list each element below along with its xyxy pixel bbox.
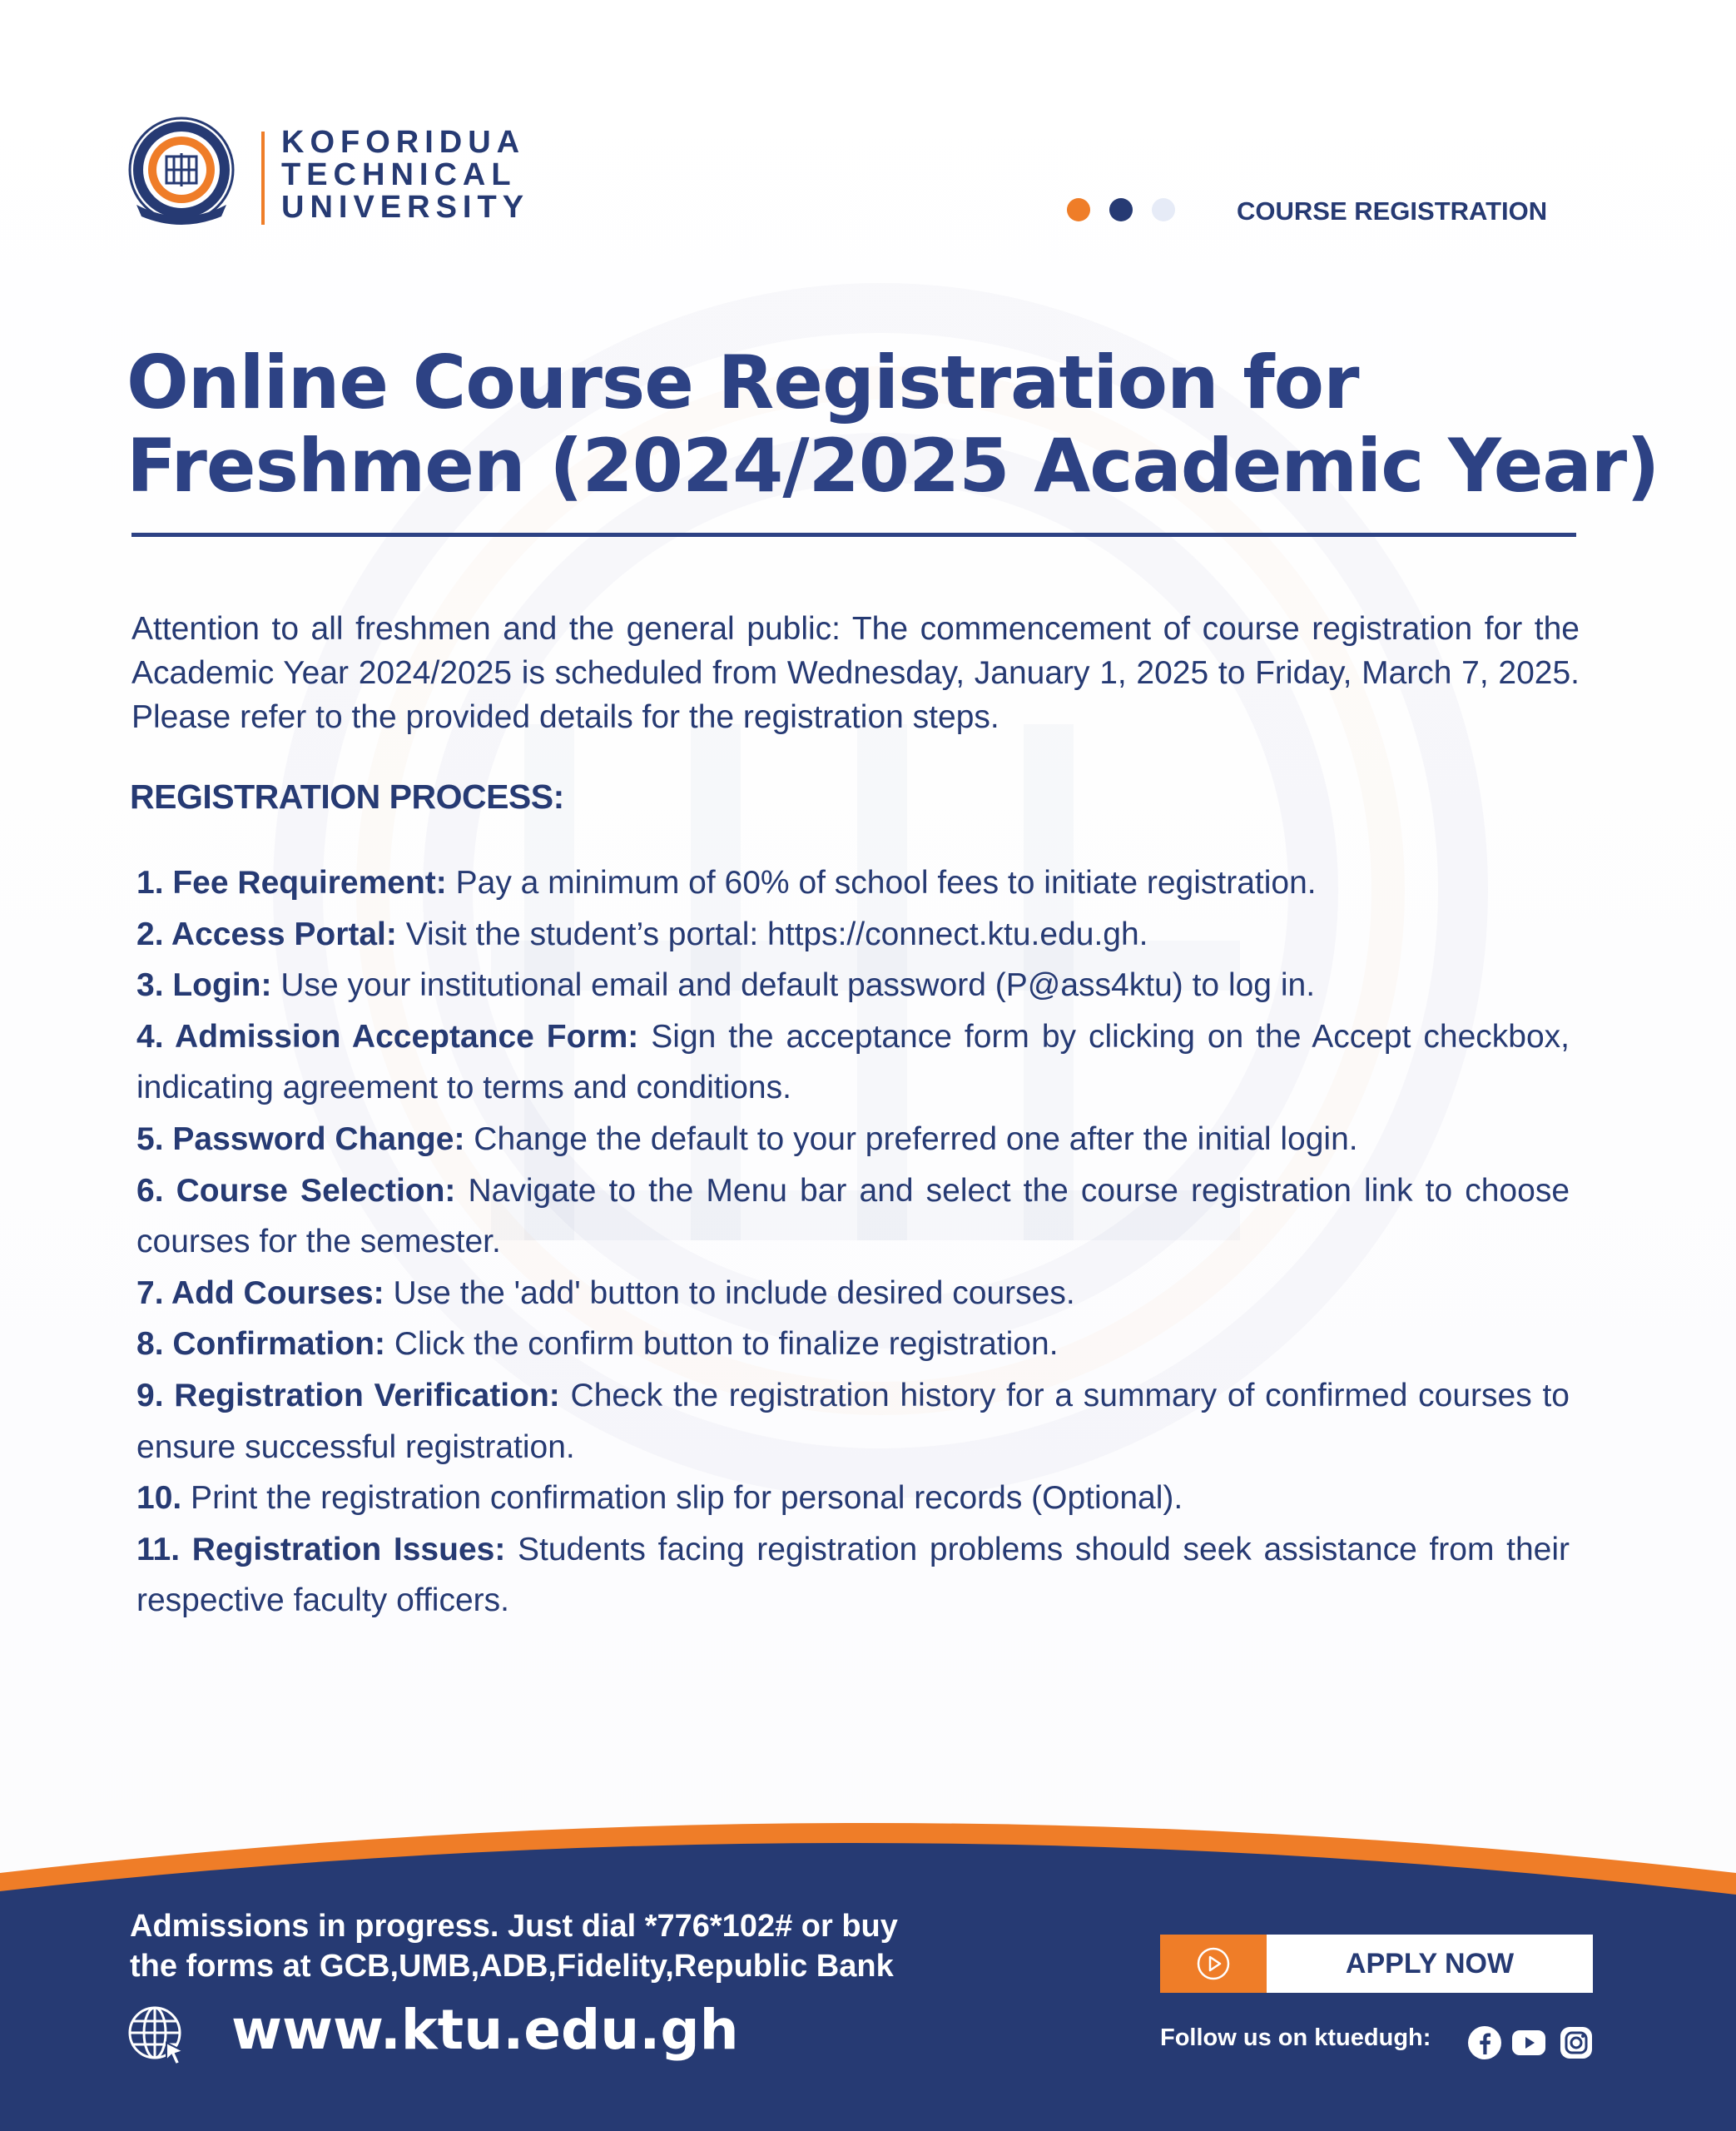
registration-steps-list: [136, 857, 1570, 1627]
registration-step: [136, 1319, 1570, 1370]
title-line-2: Freshmen (2024/2025 Academic Year): [126, 423, 1659, 509]
step-text: Use the 'add' button to include desired courses.: [384, 1274, 1075, 1311]
step-text: Change the default to your preferred one after the initial login.: [464, 1120, 1358, 1157]
step-label: 5. Password Change:: [136, 1120, 465, 1157]
step-text: Pay a minimum of 60% of school fees to initiate registration.: [446, 865, 1317, 901]
registration-step: [136, 1268, 1570, 1319]
registration-step: [136, 1370, 1570, 1473]
brand-line-3: UNIVERSITY: [281, 190, 530, 225]
registration-step: [136, 857, 1570, 909]
registration-step: [136, 1524, 1570, 1627]
registration-step: [136, 1114, 1570, 1165]
step-label: 1. Fee Requirement:: [136, 865, 447, 901]
admissions-notice: [130, 1906, 898, 1986]
registration-step: [136, 909, 1570, 961]
youtube-icon[interactable]: [1510, 2024, 1547, 2061]
apply-now-label: APPLY NOW: [1345, 1948, 1515, 1979]
facebook-icon[interactable]: [1466, 2024, 1503, 2061]
step-label: 2. Access Portal:: [136, 916, 397, 952]
university-logo: [123, 115, 240, 231]
step-text: Visit the student’s portal: https://connect.ktu.edu.gh.: [396, 916, 1148, 952]
instagram-icon[interactable]: [1558, 2024, 1595, 2061]
brand-divider: [261, 132, 265, 225]
admissions-line-2: the forms at GCB,UMB,ADB,Fidelity,Republic Bank: [130, 1949, 894, 1984]
indicator-dot-orange: [1067, 198, 1090, 221]
title-line-1: Online Course Registration for: [126, 340, 1359, 425]
university-name: [281, 127, 529, 224]
page-title: [126, 341, 1708, 508]
step-text: Students facing registration problems should seek assistance from their respective faculty officers.: [136, 1531, 1570, 1619]
registration-step: [136, 1473, 1570, 1524]
step-label: 7. Add Courses:: [136, 1274, 384, 1311]
step-label: 6. Course Selection:: [136, 1172, 456, 1209]
registration-step: [136, 1011, 1570, 1114]
intro-paragraph: Attention to all freshmen and the general public: The commencement of course registration for the Academic Year 2024/2025 is scheduled from Wednesday, January 1, 2025 to Friday, March 7, 2025. Please refer to the provided details for the registration steps.: [131, 611, 1580, 735]
registration-heading: REGISTRATION PROCESS:: [130, 777, 564, 816]
admissions-line-1: Admissions in progress. Just dial *776*102# or buy: [130, 1909, 898, 1944]
follow-us-text: Follow us on ktuedugh:: [1160, 2024, 1431, 2051]
brand-line-1: KOFORIDUA: [281, 125, 526, 160]
section-tag: COURSE REGISTRATION: [1237, 196, 1548, 226]
play-icon: [1195, 1945, 1232, 1982]
indicator-dot-navy: [1109, 198, 1133, 221]
step-text: Navigate to the Menu bar and select the course registration link to choose courses for the semester.: [136, 1172, 1570, 1260]
step-label: 4. Admission Acceptance Form:: [136, 1018, 639, 1055]
step-label: 8. Confirmation:: [136, 1326, 385, 1363]
step-label: 9. Registration Verification:: [136, 1377, 560, 1413]
registration-step: [136, 960, 1570, 1011]
website-link[interactable]: www.ktu.edu.gh: [231, 1998, 739, 2062]
registration-step: [136, 1165, 1570, 1268]
step-label: 11. Registration Issues:: [136, 1531, 506, 1567]
apply-now-button[interactable]: [1160, 1935, 1593, 1993]
step-label: 10.: [136, 1480, 182, 1517]
apply-icon-box: [1160, 1935, 1267, 1993]
indicator-dot-light: [1152, 198, 1175, 221]
title-underline: [131, 533, 1576, 537]
brand-line-2: TECHNICAL: [281, 157, 517, 192]
step-text: Check the registration history for a summary of confirmed courses to ensure successful registration.: [136, 1377, 1570, 1465]
globe-icon: [125, 2003, 188, 2066]
step-label: 3. Login:: [136, 967, 272, 1004]
step-text: Sign the acceptance form by clicking on the Accept checkbox, indicating agreement to terms and conditions.: [136, 1018, 1570, 1106]
step-text: Click the confirm button to finalize registration.: [385, 1326, 1059, 1363]
step-text: Use your institutional email and default password (P@ass4ktu) to log in.: [271, 967, 1316, 1004]
step-text: Print the registration confirmation slip for personal records (Optional).: [181, 1480, 1183, 1517]
